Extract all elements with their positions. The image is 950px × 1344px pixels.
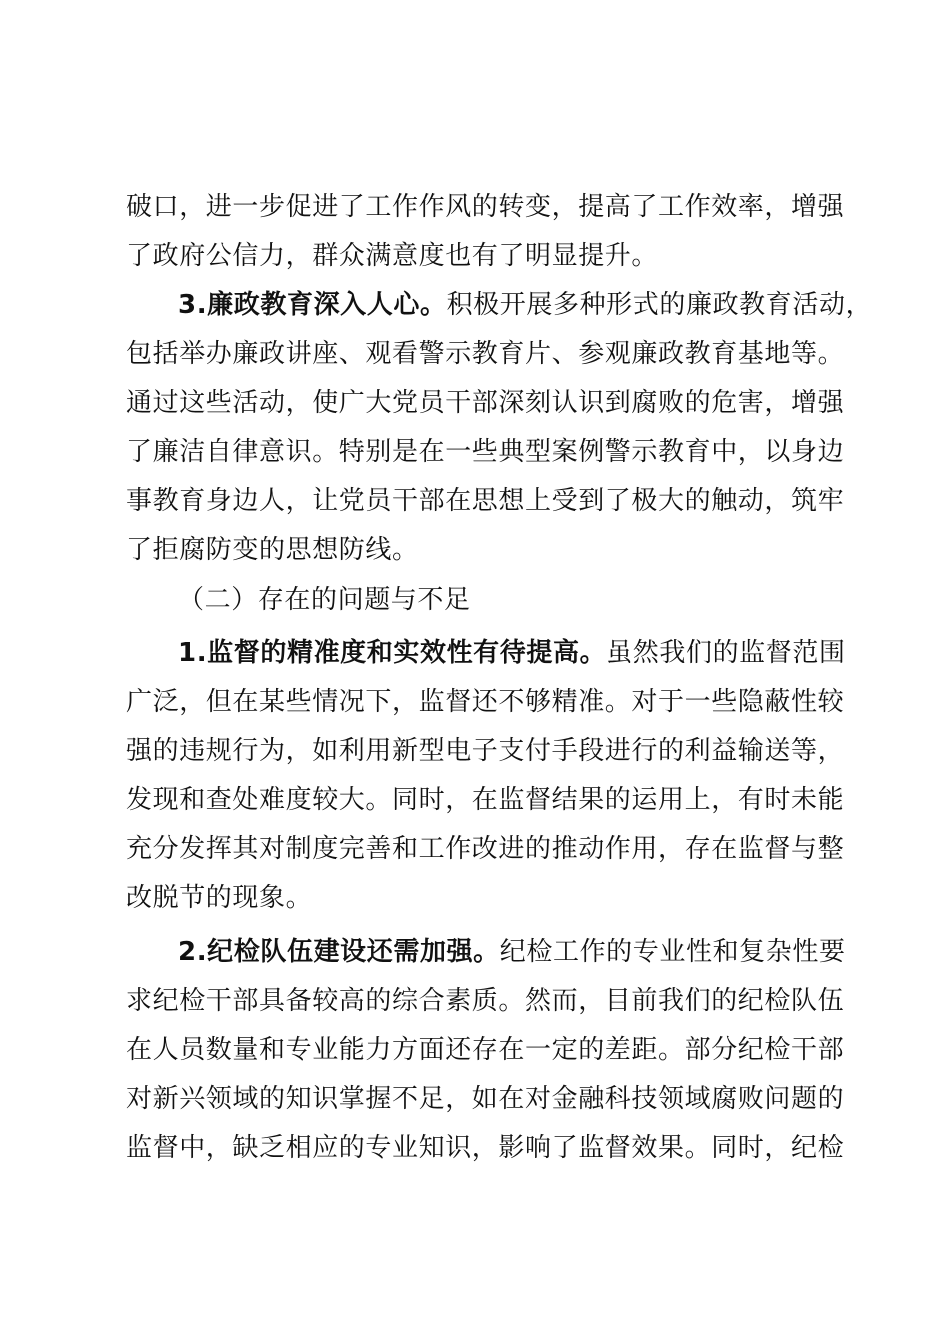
paragraph-line: [178, 928, 866, 977]
paragraph-line: 监督中，缺乏相应的专业知识，影响了监督效果。同时，纪检: [126, 1133, 845, 1163]
paragraph-line: 求纪检干部具备较高的综合素质。然而，目前我们的纪检队伍: [126, 986, 845, 1016]
paragraph-text: 纪检工作的专业性和复杂性要: [499, 937, 846, 967]
paragraph-line: 强的违规行为，如利用新型电子支付手段进行的利益输送等，: [126, 736, 845, 766]
paragraph-line: 发现和查处难度较大。同时，在监督结果的运用上，有时未能: [126, 785, 845, 815]
paragraph-line: 通过这些活动，使广大党员干部深刻认识到腐败的危害，增强: [126, 388, 845, 418]
section-title: （二）存在的问题与不足: [178, 585, 471, 615]
paragraph-heading: 1.监督的精准度和实效性有待提高。: [178, 638, 607, 668]
paragraph-line: 在人员数量和专业能力方面还存在一定的差距。部分纪检干部: [126, 1035, 845, 1065]
paragraph-line: 了政府公信力，群众满意度也有了明显提升。: [126, 241, 659, 271]
paragraph-line: [178, 281, 873, 330]
paragraph-line: 破口，进一步促进了工作作风的转变，提高了工作效率，增强: [126, 192, 845, 222]
paragraph-line: 改脱节的现象。: [126, 883, 313, 913]
paragraph-line: 事教育身边人，让党员干部在思想上受到了极大的触动，筑牢: [126, 486, 845, 516]
paragraph-text: 积极开展多种形式的廉政教育活动，: [446, 290, 873, 320]
paragraph-line: 对新兴领域的知识掌握不足，如在对金融科技领域腐败问题的: [126, 1084, 845, 1114]
paragraph-line: [178, 629, 866, 678]
paragraph-line: 包括举办廉政讲座、观看警示教育片、参观廉政教育基地等。: [126, 339, 845, 369]
paragraph-line: 了廉洁自律意识。特别是在一些典型案例警示教育中，以身边: [126, 437, 845, 467]
paragraph-line: 了拒腐防变的思想防线。: [126, 535, 419, 565]
paragraph-heading: 2.纪检队伍建设还需加强。: [178, 937, 500, 967]
paragraph-heading: 3.廉政教育深入人心。: [178, 290, 447, 320]
paragraph-line: 广泛，但在某些情况下，监督还不够精准。对于一些隐蔽性较: [126, 687, 845, 717]
paragraph-text: 虽然我们的监督范围: [606, 638, 846, 668]
paragraph-line: 充分发挥其对制度完善和工作改进的推动作用，存在监督与整: [126, 834, 845, 864]
